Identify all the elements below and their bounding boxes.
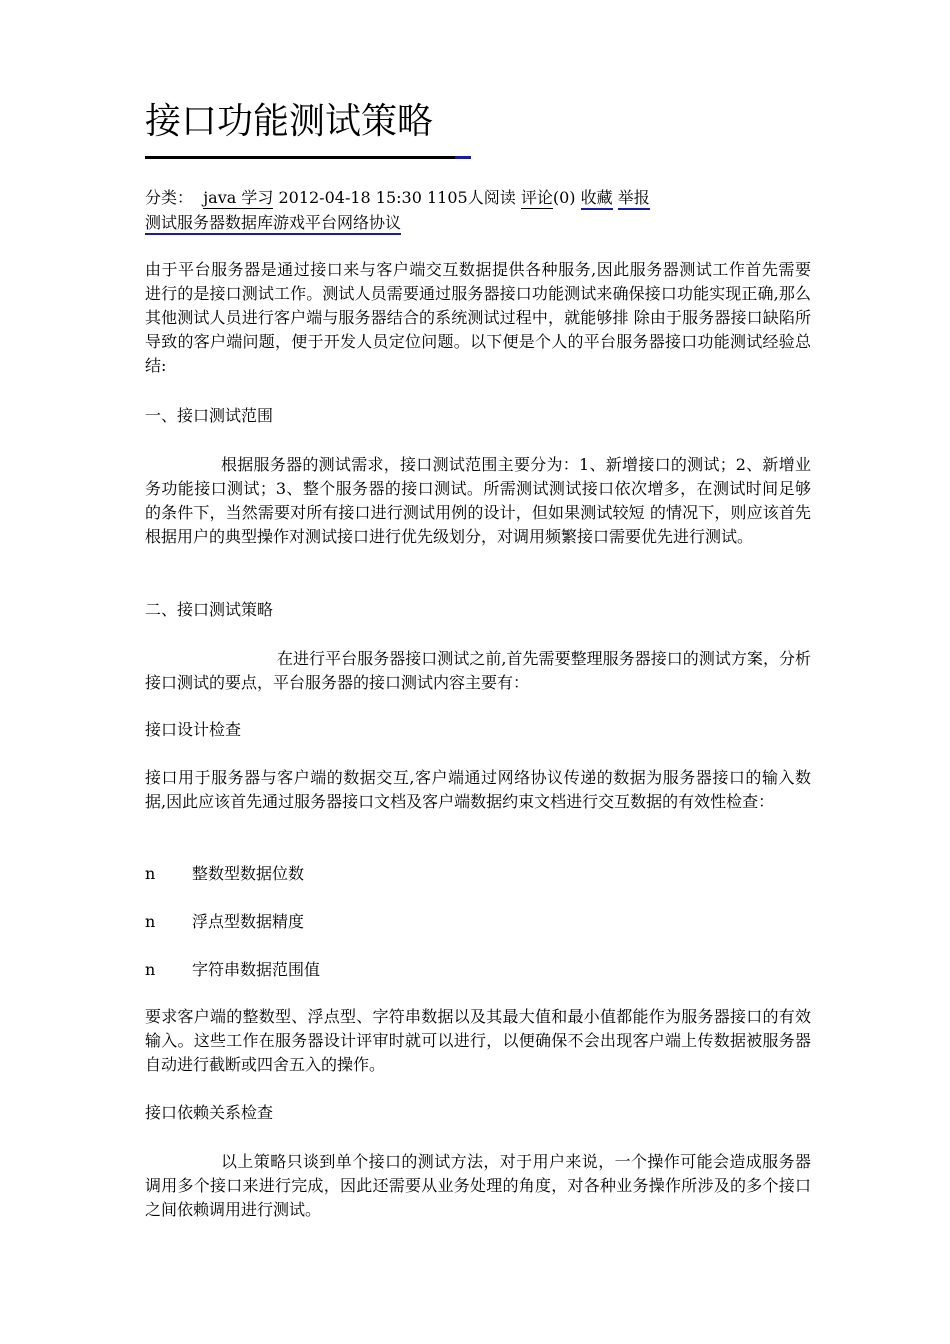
- title-underline: [145, 156, 455, 159]
- list-item: [145, 910, 304, 934]
- comment-link[interactable]: 评论: [520, 188, 553, 207]
- design-check-after: 要求客户端的整数型、浮点型、字符串数据以及其最大值和最小值都能作为服务器接口的有效输入。这些工作在服务器设计评审时就可以进行，以便确保不会出现客户端上传数据被服务器自动进行截断或四舍五入的操作。: [145, 1007, 811, 1074]
- title-underline-accent: [455, 156, 471, 159]
- section2-body: 在进行平台服务器接口测试之前,首先需要整理服务器接口的测试方案，分析接口测试的要点，平台服务器的接口测试内容主要有：: [145, 649, 811, 692]
- article-meta: [145, 186, 650, 210]
- report-link[interactable]: 举报: [618, 188, 650, 210]
- comment-count: (0): [552, 188, 576, 207]
- section1-heading: 一、接口测试范围: [145, 406, 274, 425]
- tags-link[interactable]: 测试服务器数据库游戏平台网络协议: [145, 213, 401, 235]
- article-title: 接口功能测试策略: [145, 101, 434, 142]
- category-link[interactable]: java 学习: [203, 188, 274, 207]
- category-label: 分类：: [145, 188, 194, 207]
- section2-heading: 二、接口测试策略: [145, 600, 274, 619]
- publish-datetime: 2012-04-18 15:30: [278, 188, 422, 207]
- dependency-check-heading: 接口依赖关系检查: [145, 1103, 274, 1122]
- section1-body: 根据服务器的测试需求，接口测试范围主要分为：1、新增接口的测试；2、新增业 务功能接口测试；3、整个服务器的接口测试。所需测试测试接口依次增多，在测试时间足够的条件下，当然需要对所有接口进行测试用例的设计，但如果测试较短 的情况下，则应该首先根据用户的典型操作对测试接口进行优先级划分，对调用频繁接口需要优先进行测试。: [145, 455, 811, 546]
- read-count: 1105人阅读: [427, 188, 516, 207]
- bullet-mark: n: [145, 864, 156, 883]
- dependency-check-body: 以上策略只谈到单个接口的测试方法，对于用户来说，一个操作可能会造成服务器调用多个接口来进行完成，因此还需要从业务处理的角度，对各种业务操作所涉及的多个接口之间依赖调用进行测试。: [145, 1152, 811, 1219]
- bullet-mark: n: [145, 912, 156, 931]
- list-item-text: 浮点型数据精度: [192, 912, 305, 931]
- favorite-link[interactable]: 收藏: [581, 188, 613, 210]
- list-item-text: 字符串数据范围值: [192, 960, 321, 979]
- list-item: [145, 958, 320, 982]
- list-item: [145, 862, 304, 886]
- intro-paragraph: 由于平台服务器是通过接口来与客户端交互数据提供各种服务,因此服务器测试工作首先需要 进行的是接口测试工作。测试人员需要通过服务器接口功能测试来确保接口功能实现正确,那么其他测试人员进行客户端与服务器结合的系统测试过程中，就能够排 除由于服务器接口缺陷所导致的客户端问题，便于开发人员定位问题。以下便是个人的平台服务器接口功能测试经验总结:: [145, 260, 811, 375]
- bullet-mark: n: [145, 960, 156, 979]
- article-tags: [145, 211, 401, 235]
- list-item-text: 整数型数据位数: [192, 864, 305, 883]
- design-check-heading: 接口设计检查: [145, 720, 242, 739]
- design-check-body: 接口用于服务器与客户端的数据交互,客户端通过网络协议传递的数据为服务器接口的输入数据,因此应该首先通过服务器接口文档及客户端数据约束文档进行交互数据的有效性检查：: [145, 768, 811, 811]
